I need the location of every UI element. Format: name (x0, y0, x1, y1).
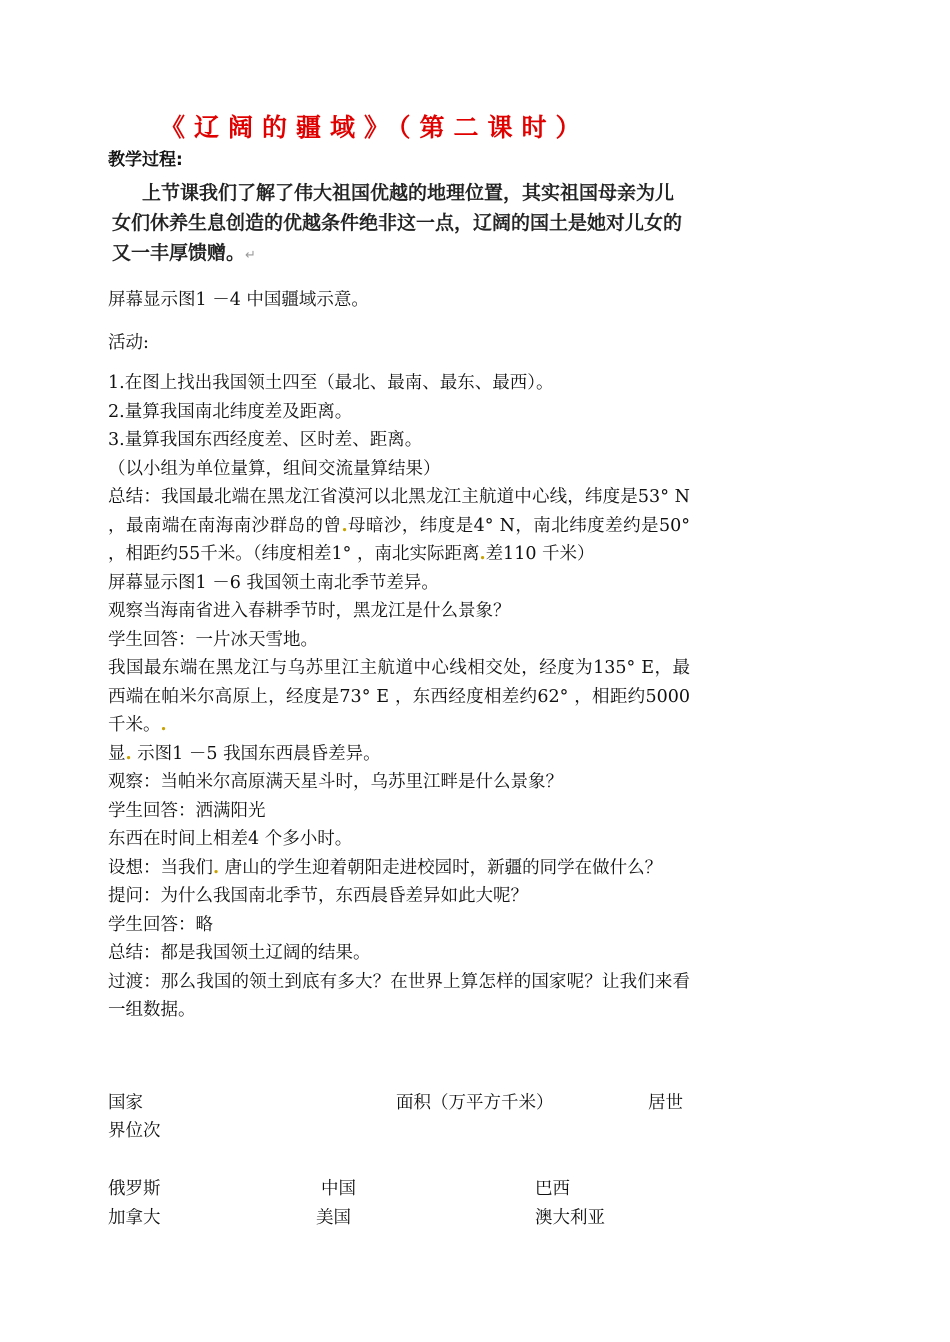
intro-paragraph (112, 178, 682, 271)
header-country: 国家 (108, 1093, 143, 1113)
country-cell: 美国 (316, 1208, 351, 1228)
student-answer-3: 学生回答：略 (108, 914, 213, 935)
screen-caption-3 (108, 740, 690, 769)
question-line: 提问：为什么我国南北季节，东西晨昏差异如此大呢？ (108, 886, 528, 906)
mark-dot: . (479, 544, 486, 564)
time-difference: 东西在时间上相差4 个多小时。 (108, 829, 353, 849)
screen-caption-2: 屏幕显示图1 －6 我国领土南北季节差异。 (108, 572, 439, 593)
observe-question-1: 观察当海南省进入春耕季节时，黑龙江是什么景象？ (108, 601, 511, 621)
country-cell: 俄罗斯 (108, 1179, 161, 1199)
student-answer-1: 学生回答：一片冰天雪地。 (108, 629, 318, 650)
country-cell: 中国 (321, 1179, 356, 1199)
display-rest: 示图1 －5 我国东西晨昏差异。 (137, 743, 381, 764)
intro-text: 上节课我们了解了伟大祖国优越的地理位置，其实祖国母亲为儿女们休养生息创造的优越条件绝非这一点，辽阔的国土是她对儿女的又一丰厚馈赠。 (112, 182, 683, 264)
display-char: 显 (108, 743, 126, 764)
transition-paragraph: 过渡：那么我国的领土到底有多大？在世界上算怎样的国家呢？让我们来看一组数据。 (108, 971, 690, 1020)
mark-dot: . (160, 715, 167, 735)
student-answer-2: 学生回答：洒满阳光 (108, 800, 266, 821)
header-area: 面积（万平方千米） (396, 1093, 554, 1113)
mark-dot: . (341, 515, 348, 536)
body-text-main (108, 369, 690, 1025)
return-mark: ↵ (245, 248, 256, 263)
imagine-a: 设想：当我们 (108, 857, 213, 878)
section-heading: 教学过程: (108, 150, 183, 170)
summary-latitude-a: 总结：我国最北端在黑龙江省漠河以北黑龙江主航道中心线，纬度是53° N ，最南端在南海南沙群岛的曾 (108, 487, 690, 536)
summary-2: 总结：都是我国领土辽阔的结果。 (108, 943, 371, 963)
observe-question-2: 观察：当帕米尔高原满天星斗时，乌苏里江畔是什么景象？ (108, 772, 563, 792)
east-west-text: 我国最东端在黑龙江与乌苏里江主航道中心线相交处，经度为135° E，最西端在帕米尔高原上，经度是73° E ，东西经度相差约62° ，相距约5000千米。 (108, 658, 690, 735)
country-cell: 巴西 (535, 1179, 570, 1199)
summary-latitude-b: 母暗沙，纬度是4° N，南北纬度差约是50° ，相距约55千米。（纬度相差1° ，南北实际距离 (108, 515, 691, 564)
header-rank-a: 居世 (648, 1093, 683, 1113)
summary-latitude (108, 483, 690, 569)
screen-caption-1: 屏幕显示图1 －4 中国疆域示意。 (108, 290, 369, 310)
activity-item-2: 2.量算我国南北纬度差及距离。 (108, 401, 353, 422)
imagine-b: 唐山的学生迎着朝阳走进校园时，新疆的同学在做什么？ (224, 857, 663, 878)
activity-note: （以小组为单位量算，组间交流量算结果） (108, 458, 441, 479)
mark-dot: . (213, 857, 220, 878)
header-rank-b: 界位次 (108, 1121, 161, 1141)
page-title: 《辽阔的疆域》（第二课时） (160, 113, 590, 142)
activity-item-3: 3.量算我国东西经度差、区时差、距离。 (108, 430, 423, 450)
country-cell: 澳大利亚 (535, 1208, 605, 1228)
summary-latitude-c: 差110 千米） (485, 544, 595, 564)
activity-label: 活动: (108, 333, 149, 353)
body-text-1 (108, 286, 690, 315)
east-west-extent (108, 654, 690, 740)
mark-dot: . (125, 743, 132, 764)
body-text-2 (108, 329, 690, 358)
activity-item-1: 1.在图上找出我国领土四至（最北、最南、最东、最西）。 (108, 373, 554, 393)
country-cell: 加拿大 (108, 1208, 161, 1228)
imagine-paragraph (108, 854, 690, 883)
